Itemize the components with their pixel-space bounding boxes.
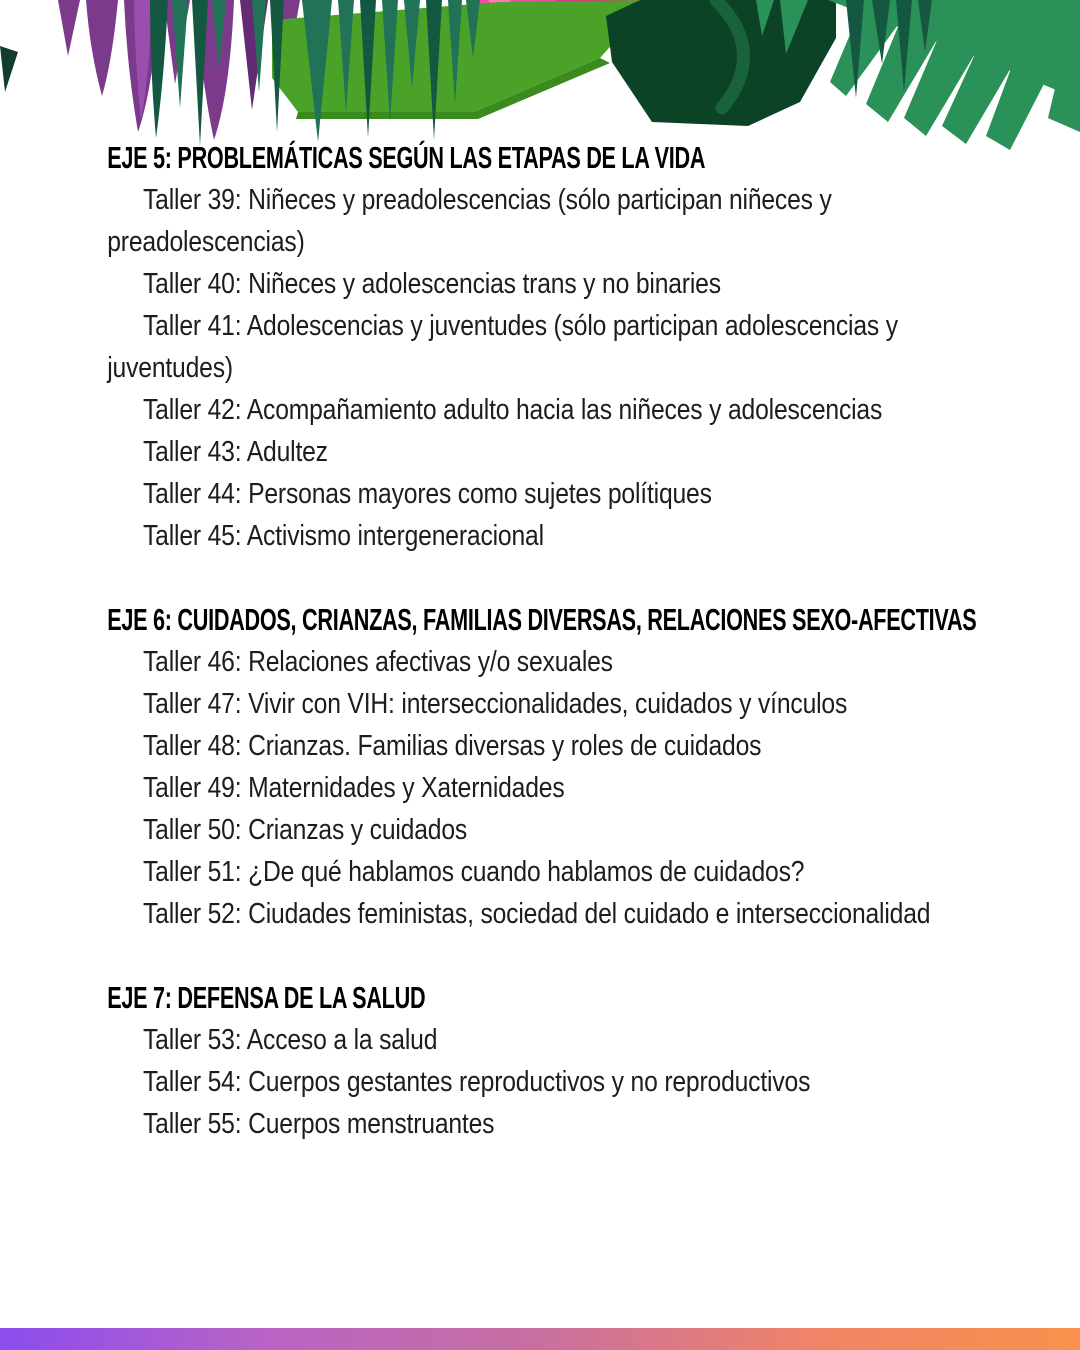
section-heading-eje-5: EJE 5: PROBLEMÁTICAS SEGÚN LAS ETAPAS DE LA VIDA [107,140,706,175]
workshop-item-54: Taller 54: Cuerpos gestantes reproductivos y no reproductivos [142,1066,811,1098]
workshop-item-43: Taller 43: Adultez [142,436,328,468]
section-eje-5 [107,137,1080,557]
workshop-item-53: Taller 53: Acceso a la salud [142,1024,438,1056]
workshop-item-40: Taller 40: Niñeces y adolescencias trans y no binaries [142,268,721,300]
workshop-item-55: Taller 55: Cuerpos menstruantes [142,1108,495,1140]
workshop-item-44: Taller 44: Personas mayores como sujetes polítiques [142,478,712,510]
workshop-item-46: Taller 46: Relaciones afectivas y/o sexuales [142,646,613,678]
footer-gradient-bar [0,1328,1080,1350]
workshop-item-50: Taller 50: Crianzas y cuidados [142,814,468,846]
workshop-item-42: Taller 42: Acompañamiento adulto hacia las niñeces y adolescencias [142,394,883,426]
workshop-item-52: Taller 52: Ciudades feministas, sociedad del cuidado e interseccionalidad [142,898,931,930]
section-eje-6 [107,599,1080,935]
workshop-item-45: Taller 45: Activismo intergeneracional [142,520,544,552]
workshop-item-39: Taller 39: Niñeces y preadolescencias (sólo participan niñeces y preadolescencias) [107,184,832,258]
workshop-item-49: Taller 49: Maternidades y Xaternidades [142,772,565,804]
workshop-item-48: Taller 48: Crianzas. Familias diversas y roles de cuidados [142,730,762,762]
section-eje-7 [107,977,1080,1145]
workshop-item-41: Taller 41: Adolescencias y juventudes (sólo participan adolescencias y juventudes) [107,310,898,384]
section-heading-eje-6: EJE 6: CUIDADOS, CRIANZAS, FAMILIAS DIVERSAS, RELACIONES SEXO-AFECTIVAS [107,602,977,637]
workshop-item-51: Taller 51: ¿De qué hablamos cuando hablamos de cuidados? [142,856,805,888]
workshop-item-47: Taller 47: Vivir con VIH: interseccionalidades, cuidados y vínculos [142,688,848,720]
section-heading-eje-7: EJE 7: DEFENSA DE LA SALUD [107,980,426,1015]
